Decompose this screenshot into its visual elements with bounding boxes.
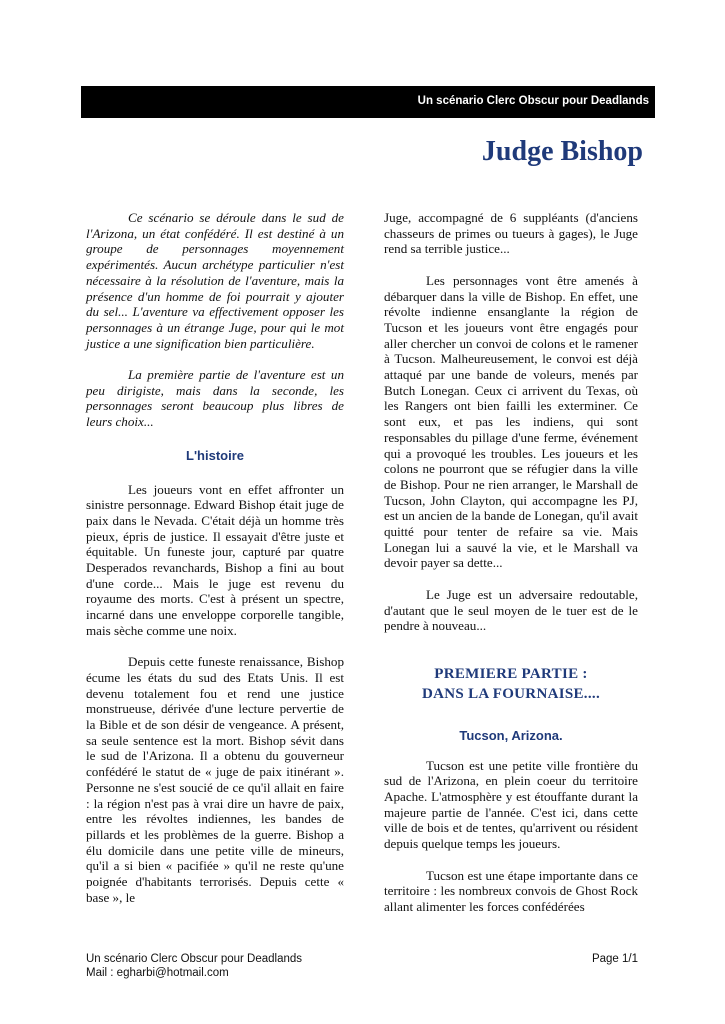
part-heading-line2: DANS LA FOURNAISE.... <box>422 685 600 702</box>
page-footer <box>86 952 638 980</box>
right-column <box>384 210 638 930</box>
body-paragraph: Depuis cette funeste renaissance, Bishop écume les états du sud des Etats Unis. Il est devenu totalement fou et rend une justice monstrueuse, dérivée d'une lecture pervertie de la Bible et de son désir de vengeance. A présent, sa seule sentence est la mort. Bishop sévit dans le sud de l'Arizona. Il a obtenu du gouverneur confédéré le statut de « juge de paix itinérant ». Personne ne s'est soucié de ce qu'il allait en faire : la région n'est pas à vrai dire un havre de paix, entre les révoltes indiennes, les bandes de pillards et les problèmes de la guerre. Bishop a élu domicile dans une petite ville de mineurs, qu'il a si bien « pacifiée » qu'il ne reste qu'une poignée d'habitants terrorisés. Depuis cette « base », le <box>86 654 344 905</box>
body-paragraph: Le Juge est un adversaire redoutable, d'autant que le seul moyen de le tuer est de le pendre à nouveau... <box>384 586 638 634</box>
header-bar <box>81 86 655 118</box>
footer-line1: Un scénario Clerc Obscur pour Deadlands <box>86 953 303 965</box>
page-title: Judge Bishop <box>481 136 643 167</box>
body-paragraph: Juge, accompagné de 6 suppléants (d'anciens chasseurs de primes ou tueurs à gages), le Juge rend sa terrible justice... <box>384 210 638 257</box>
body-paragraph: Les joueurs vont en effet affronter un sinistre personnage. Edward Bishop était juge de paix dans le Nevada. C'était déjà un homme très pieux, épris de justice. Il essayait d'être juste et équitable. Un funeste jour, capturé par quatre Desperados revanchards, Bishop a fini au bout d'une corde... Mais le juge est revenu du royaume des morts. C'est à présent un spectre, incarné dans une enveloppe corporelle tangible, mais sèche comme une noix. <box>86 481 344 638</box>
body-paragraph: Tucson est une petite ville frontière du sud de l'Arizona, en plein coeur du territoire Apache. L'atmosphère y est étouffante durant la majeure partie de l'année. C'est ici, dans cette ville de bois et de tentes, qu'arrivent ou résident depuis quelque temps les joueurs. <box>384 757 638 852</box>
intro-paragraph: La première partie de l'aventure est un peu dirigiste, mais dans la seconde, les personnages seront beaucoup plus libres de leurs choix... <box>86 367 344 430</box>
footer-page-number: Page 1/1 <box>591 953 638 965</box>
body-paragraph: Tucson est une étape importante dans ce territoire : les nombreux convois de Ghost Rock allant alimenter les forces confédérées <box>384 867 638 914</box>
section-heading-histoire: L'histoire <box>186 447 244 463</box>
part-heading-line1: PREMIERE PARTIE : <box>434 665 588 682</box>
header-text: Un scénario Clerc Obscur pour Deadlands <box>417 95 649 107</box>
part-heading <box>384 664 638 704</box>
body-paragraph: Les personnages vont être amenés à débarquer dans la ville de Bishop. En effet, une révolte indienne ensanglante la région de Tucson et les joueurs vont être engagés pour aller chercher un convoi de colons et le ramener à Tucson. Malheureusement, le convoi est déjà attaqué par une bande de voleurs, menés par Butch Lonegan. Ceux ci arrivent du Texas, où les Rangers ont bien failli les exterminer. Ce sont eux, et pas les indiens, qui sont responsables du pillage d'une ferme, événement qui a provoqué les troubles. Les joueurs et les colons ne pourront que se réfugier dans la ville de Bishop. Pour ne rien arranger, le Marshall de Tucson, John Clayton, qui accompagne les PJ, est un ancien de la bande de Lonegan, qu'il avait quitté pour tenter de refaire sa vie. Mais Lonegan lui a sauvé la vie, et le Marshall va devoir payer sa dette... <box>384 272 638 571</box>
left-column <box>86 210 344 921</box>
footer-email: Mail : egharbi@hotmail.com <box>86 967 229 979</box>
section-heading-tucson: Tucson, Arizona. <box>459 727 563 743</box>
intro-paragraph: Ce scénario se déroule dans le sud de l'Arizona, un état confédéré. Il est destiné à un groupe de personnages moyennement expérimentés. Aucun archétype particulier n'est nécessaire à la résolution de l'aventure, mais la présence d'un homme de foi pourrait y ajouter du sel... L'aventure va effectivement opposer les personnages à un étrange Juge, pour qui le mot justice a une signification bien particulière. <box>86 210 344 351</box>
